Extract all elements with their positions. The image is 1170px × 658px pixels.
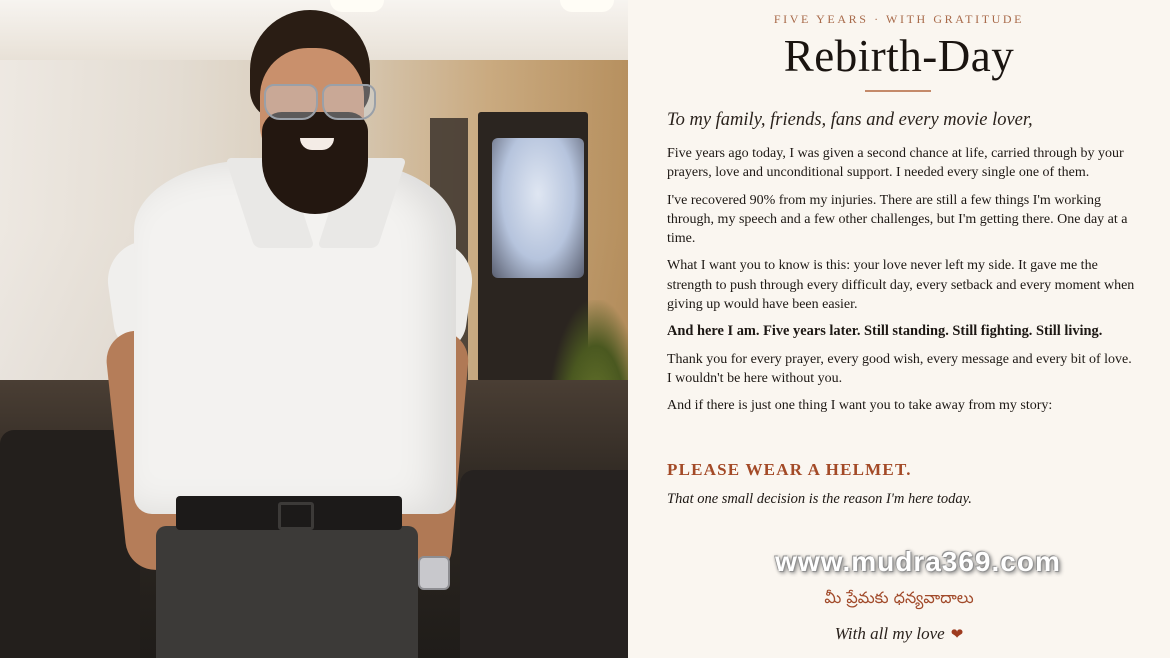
helmet-callout: PLEASE WEAR A HELMET. [667,460,912,479]
letter-title: Rebirth-Day [783,31,1015,81]
paragraph: Five years ago today, I was given a second chance at life, carried through by your prayers, love and unconditional support. I needed every single one of them. [667,146,1124,181]
paragraph: What I want you to know is this: your love never left my side. It gave me the strength to push through every difficult day, every setback and every moment when giving up would have been easier. [667,258,1135,313]
beard [262,112,368,214]
heart-icon: ❤ [950,627,964,643]
ceiling-light [560,0,614,12]
closing-line: That one small decision is the reason I'm here today. [667,491,972,507]
signoff [628,624,1170,644]
telugu-thanks: మీ ప్రేమకు ధన్యవాదాలు [824,588,974,607]
salutation: To my family, friends, fans and every movie lover, [667,110,1033,130]
paragraph: I've recovered 90% from my injuries. There are still a few things I'm working through, my speech and a few other challenges, but I'm getting there. One day at a time. [667,192,1128,247]
signoff-text: With all my love [834,624,945,643]
man-figure [110,0,470,658]
sofa-right [460,470,628,658]
paragraph: Thank you for every prayer, every good wish, every message and every bit of love. I wouldn't be here without you. [667,351,1132,386]
site-watermark: www.mudra369.com [775,546,1061,577]
paragraph: And if there is just one thing I want you to take away from my story: [667,398,1053,414]
letter-body [667,144,1137,424]
glasses-lens-right [322,84,376,120]
glasses-lens-left [264,84,318,120]
title-divider [865,90,931,92]
grey-trousers [156,526,418,658]
eyebrow-text: FIVE YEARS · WITH GRATITUDE [773,12,1025,26]
paragraph-emphasis: And here I am. Five years later. Still standing. Still fighting. Still living. [667,323,1103,340]
doorway-light [492,138,584,278]
belt-buckle [278,502,314,530]
wristwatch-icon [418,556,450,590]
glasses-icon [260,84,376,118]
letter-panel [628,0,1170,658]
